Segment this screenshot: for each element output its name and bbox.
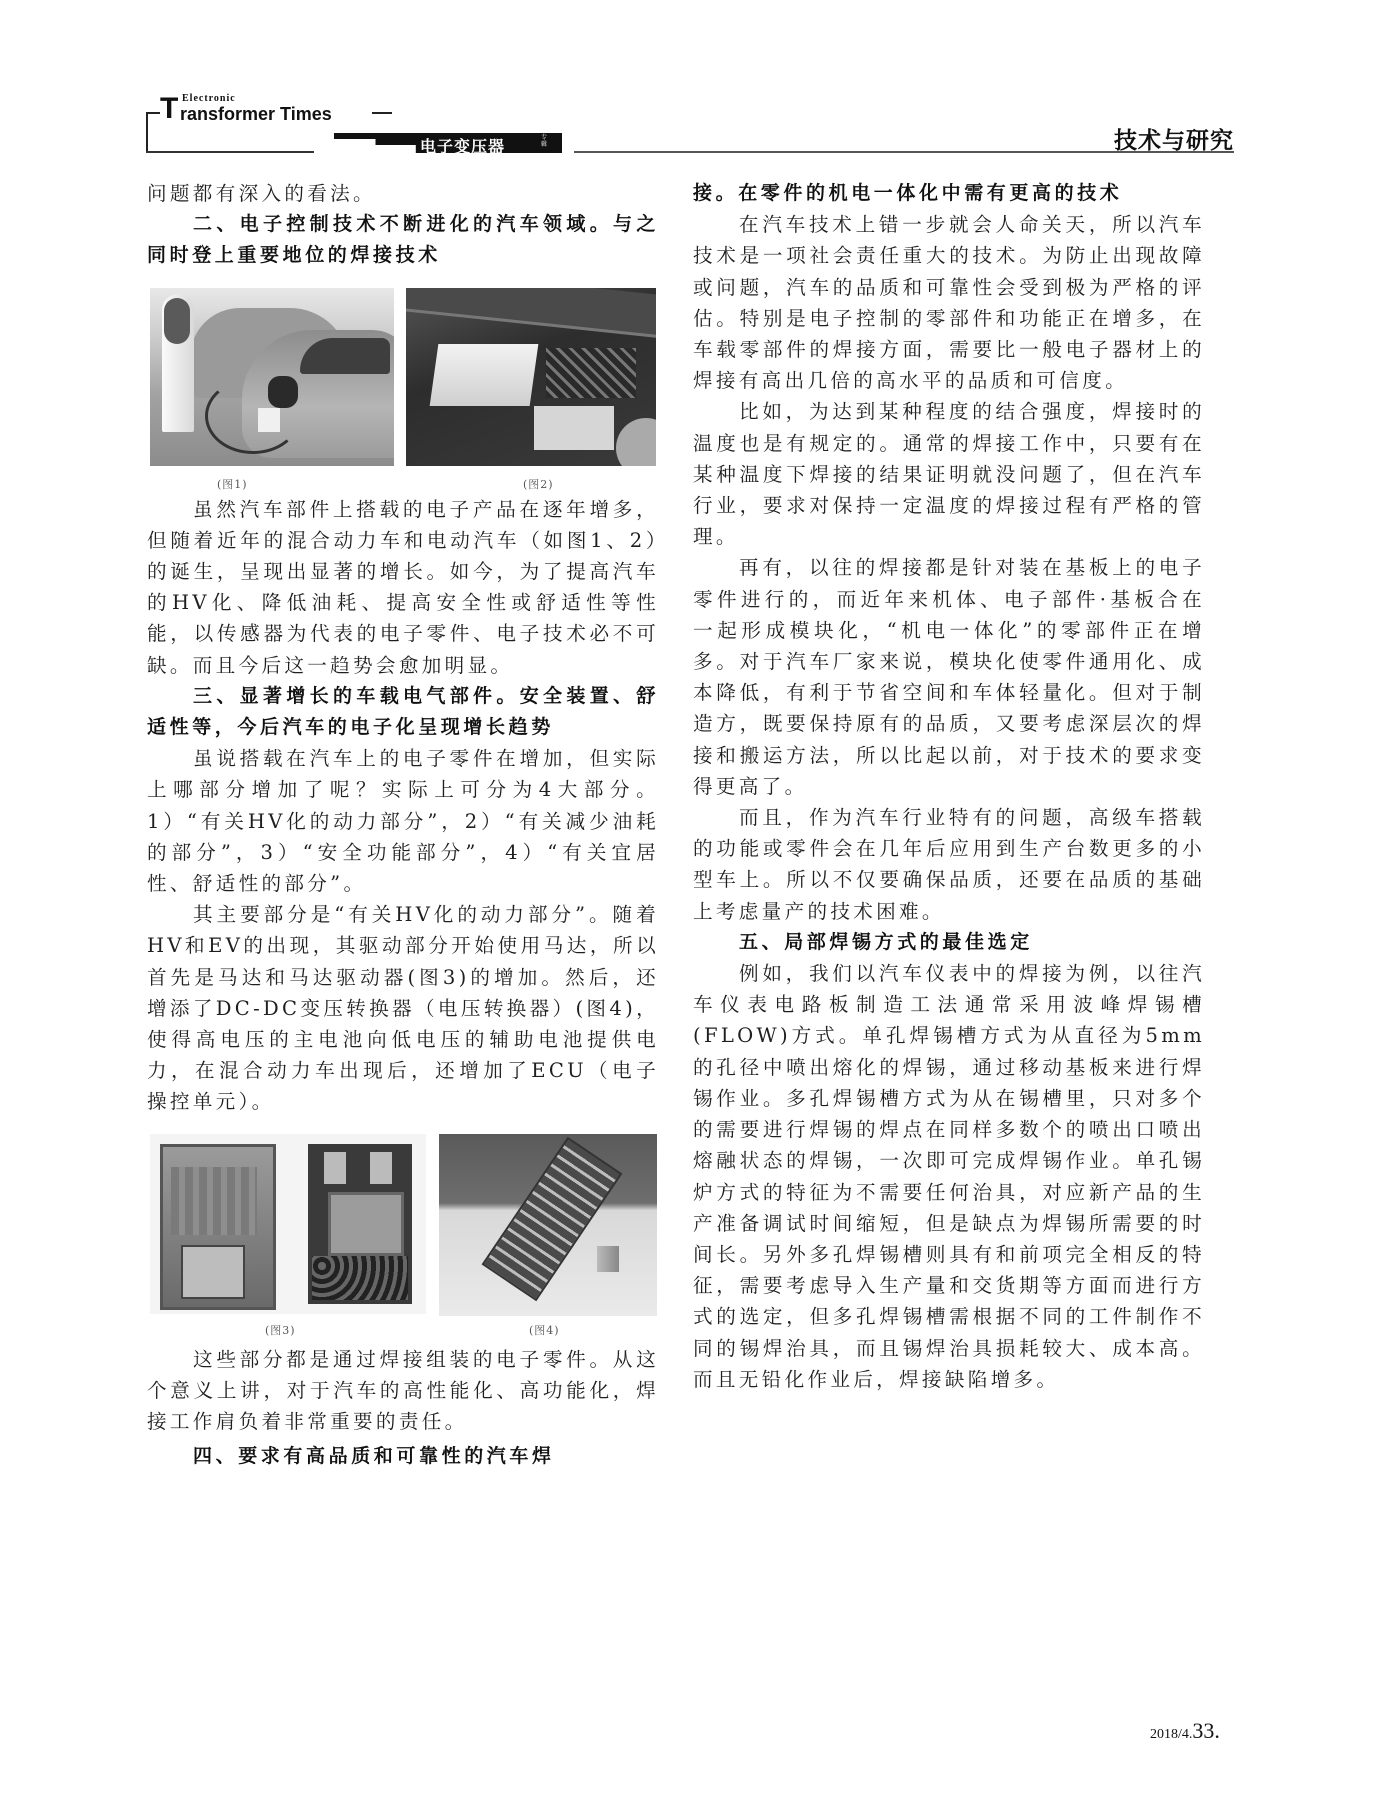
logo-big-letter: T bbox=[160, 92, 179, 125]
heading-section-5: 五、局部焊锡方式的最佳选定 bbox=[739, 930, 1033, 953]
heading-section-4: 四、要求有高品质和可靠性的汽车焊 bbox=[193, 1445, 555, 1468]
heading-section-4-continued: 接。在零件的机电一体化中需有更高的技术 bbox=[693, 182, 1123, 204]
header-rule-tick bbox=[146, 112, 160, 114]
figure-4-caption: (图4) bbox=[529, 1323, 560, 1337]
section-title: 技术与研究 bbox=[1114, 128, 1234, 154]
paragraph: 这些部分都是通过焊接组装的电子零件。从这个意义上讲，对于汽车的高性能化、高功能化，焊接工作肩负着非常重要的责任。 bbox=[147, 1347, 659, 1434]
heading-section-3: 三、显著增长的车载电气部件。安全装置、舒适性等，今后汽车的电子化呈现增长趋势 bbox=[147, 684, 659, 739]
header-rule-vertical bbox=[146, 112, 148, 152]
figure-3-caption: (图3) bbox=[265, 1323, 296, 1337]
paragraph: 虽说搭载在汽车上的电子零件在增加，但实际上哪部分增加了呢？实际上可分为4大部分。1）“有关HV化的动力部分”，2）“有关减少油耗的部分”，3）“安全功能部分”，4）“有关宜居性、舒适性的部分”。 bbox=[147, 747, 659, 896]
figure-3-motor-driver-photo bbox=[150, 1134, 426, 1314]
banner-superscript: 专辑 bbox=[541, 134, 548, 148]
paragraph: 其主要部分是“有关HV化的动力部分”。随着HV和EV的出现，其驱动部分开始使用马达，所以首先是马达和马达驱动器(图3)的增加。然后，还增添了DC-DC变压转换器（电压转换器）(图4)，使得高电压的主电池向低电压的辅助电池提供电力，在混合动力车出现后，还增加了ECU（电子操控单元）。 bbox=[147, 903, 659, 1114]
header-rule-after-logo bbox=[372, 112, 392, 114]
paragraph: 例如，我们以汽车仪表中的焊接为例，以往汽车仪表电路板制造工法通常采用波峰焊锡槽(FLOW)方式。单孔焊锡槽方式为从直径为5mm的孔径中喷出熔化的焊锡，通过移动基板来进行焊锡作业。多孔焊锡槽方式为从在锡槽里，只对多个的需要进行焊锡的焊点在同样多数个的喷出口喷出熔融状态的焊锡，一次即可完成焊锡作业。单孔锡炉方式的特征为不需要任何治具，对应新产品的生产准备调试时间缩短，但是缺点为焊锡所需要的时间长。另外多孔焊锡槽则具有和前项完全相反的特征，需要考虑导入生产量和交货期等方面而进行方式的选定，但多孔焊锡槽需根据不同的工件制作不同的锡焊治具，而且锡焊治具损耗较大、成本高。而且无铅化作业后，焊接缺陷增多。 bbox=[693, 962, 1205, 1391]
left-column bbox=[147, 178, 659, 1472]
paragraph: 虽然汽车部件上搭载的电子产品在逐年增多，但随着近年的混合动力车和电动汽车（如图1、2）的诞生，呈现出显著的增长。如今，为了提高汽车的HV化、降低油耗、提高安全性或舒适性等性能，以传感器为代表的电子零件、电子技术必不可缺。而且今后这一趋势会愈加明显。 bbox=[147, 497, 659, 677]
heading-section-2: 二、电子控制技术不断进化的汽车领域。与之同时登上重要地位的焊接技术 bbox=[147, 213, 659, 267]
issue-date: 2018/4. bbox=[1150, 1727, 1193, 1742]
logo-transformer-times: ransformer Times bbox=[180, 104, 332, 124]
figure-2-engine-bay-photo bbox=[406, 288, 656, 466]
page-number bbox=[1150, 1718, 1220, 1744]
paragraph-continued: 问题都有深入的看法。 bbox=[147, 182, 376, 205]
banner-text: 电子变压器 bbox=[420, 137, 506, 156]
figure-1-ev-charging-photo bbox=[150, 288, 394, 466]
paragraph: 而且，作为汽车行业特有的问题，高级车搭载的功能或零件会在几年后应用到生产台数更多的小型车上。所以不仅要确保品质，还要在品质的基础上考虑量产的技术困难。 bbox=[693, 806, 1205, 923]
figure-1-caption: (图1) bbox=[217, 477, 248, 491]
paragraph: 再有，以往的焊接都是针对装在基板上的电子零件进行的，而近年来机体、电子部件·基板合在一起形成模块化，“机电一体化”的零部件正在增多。对于汽车厂家来说，模块化使零件通用化、成本降低，有利于节省空间和车体轻量化。但对于制造方，既要保持原有的品质，又要考虑深层次的焊接和搬运方法，所以比起以前，对于技术的要求变得更高了。 bbox=[693, 556, 1205, 798]
header-rule-bottom-left bbox=[146, 151, 314, 153]
logo-electronic: Electronic bbox=[182, 93, 236, 104]
figure-2-caption: (图2) bbox=[523, 477, 554, 491]
paragraph: 在汽车技术上错一步就会人命关天，所以汽车技术是一项社会责任重大的技术。为防止出现故障或问题，汽车的品质和可靠性会受到极为严格的评估。特别是电子控制的零部件和功能正在增多，在车载零部件的焊接方面，需要比一般电子器材上的焊接有高出几倍的高水平的品质和可信度。 bbox=[693, 213, 1205, 393]
figure-row-3-4 bbox=[147, 1126, 659, 1340]
figure-4-dcdc-converter-photo bbox=[439, 1134, 657, 1316]
paragraph: 比如，为达到某种程度的结合强度，焊接时的温度也是有规定的。通常的焊接工作中，只要有在某种温度下焊接的结果证明就没问题了，但在汽车行业，要求对保持一定温度的焊接过程有严格的管理。 bbox=[693, 400, 1205, 549]
figure-row-1-2 bbox=[147, 280, 659, 490]
page-number-value: 33. bbox=[1192, 1718, 1220, 1743]
right-column bbox=[693, 178, 1205, 1395]
